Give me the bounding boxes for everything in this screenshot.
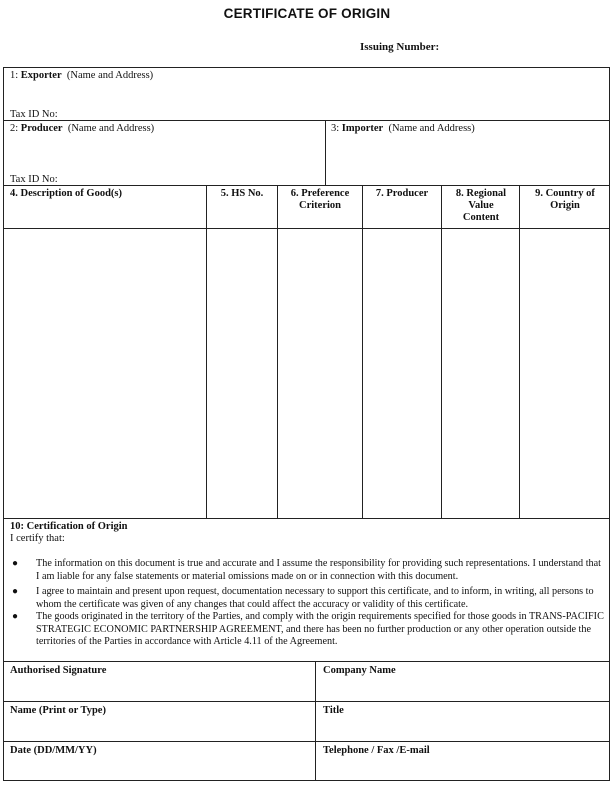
goods-description-cell[interactable] — [4, 229, 206, 518]
producer-number: 2: — [10, 123, 19, 134]
bullet-icon: ● — [12, 558, 19, 569]
company-name-field[interactable]: Company Name — [323, 665, 396, 676]
certification-statement-2: I agree to maintain and present upon request, documentation necessary to support this certificate, and to inform, in writing, all persons to whom the certificate was given of any changes that could affect the accuracy or validity of this certificate. — [36, 586, 594, 610]
importer-label: Importer — [341, 123, 384, 134]
exporter-label: Exporter — [20, 70, 62, 81]
bullet-icon: ● — [12, 611, 19, 622]
producer-label: Producer — [20, 123, 63, 134]
exporter-number: 1: — [10, 70, 19, 81]
date-field[interactable]: Date (DD/MM/YY) — [10, 745, 97, 756]
col-country-of-origin: 9. Country of Origin — [535, 188, 595, 211]
authorised-signature-field[interactable]: Authorised Signature — [10, 665, 107, 676]
importer-field[interactable] — [331, 123, 475, 135]
col-regional-value-content: 8. Regional Value Content — [455, 188, 507, 223]
producer-field[interactable] — [10, 123, 154, 135]
goods-country-cell[interactable] — [520, 229, 609, 518]
exporter-tax-id[interactable]: Tax ID No: — [10, 109, 58, 120]
col-description: 4. Description of Good(s) — [10, 188, 122, 199]
name-print-field[interactable]: Name (Print or Type) — [10, 705, 106, 716]
bullet-icon: ● — [12, 586, 19, 597]
col-hs-no: 5. HS No. — [220, 188, 264, 199]
issuing-number-label: Issuing Number: — [360, 41, 440, 53]
col-producer: 7. Producer — [375, 188, 429, 199]
goods-rvc-cell[interactable] — [442, 229, 519, 518]
certification-statement-3: The goods originated in the territory of the Parties, and comply with the origin requirements specified for those goods in TRANS-PACIFIC STRATEGIC ECONOMIC PARTNERSHIP AGREEMENT, and there has been no further production or any other operation outside the territories of the Parties in accordance with Article 4.11 of the Agreement. — [36, 611, 604, 647]
col-preference-criterion: 6. Preference Criterion — [290, 188, 350, 211]
page-title: CERTIFICATE OF ORIGIN — [223, 6, 391, 21]
exporter-field[interactable] — [10, 70, 153, 82]
title-field[interactable]: Title — [323, 705, 344, 716]
certification-heading: 10: Certification of Origin — [10, 521, 128, 532]
certification-statement-1: The information on this document is true and accurate and I assume the responsibility for providing such representations. I understand that I am liable for any false statements or material omissions made on or in connection with this document. — [36, 558, 601, 582]
certification-intro: I certify that: — [10, 533, 65, 544]
importer-sub: (Name and Address) — [388, 123, 475, 134]
exporter-sub: (Name and Address) — [66, 70, 154, 81]
goods-producer-cell[interactable] — [363, 229, 441, 518]
telephone-fax-email-field[interactable]: Telephone / Fax /E-mail — [323, 745, 430, 756]
producer-sub: (Name and Address) — [67, 123, 155, 134]
goods-hs-cell[interactable] — [207, 229, 277, 518]
importer-number: 3: — [331, 123, 340, 134]
goods-preference-cell[interactable] — [278, 229, 362, 518]
producer-tax-id[interactable]: Tax ID No: — [10, 174, 58, 185]
